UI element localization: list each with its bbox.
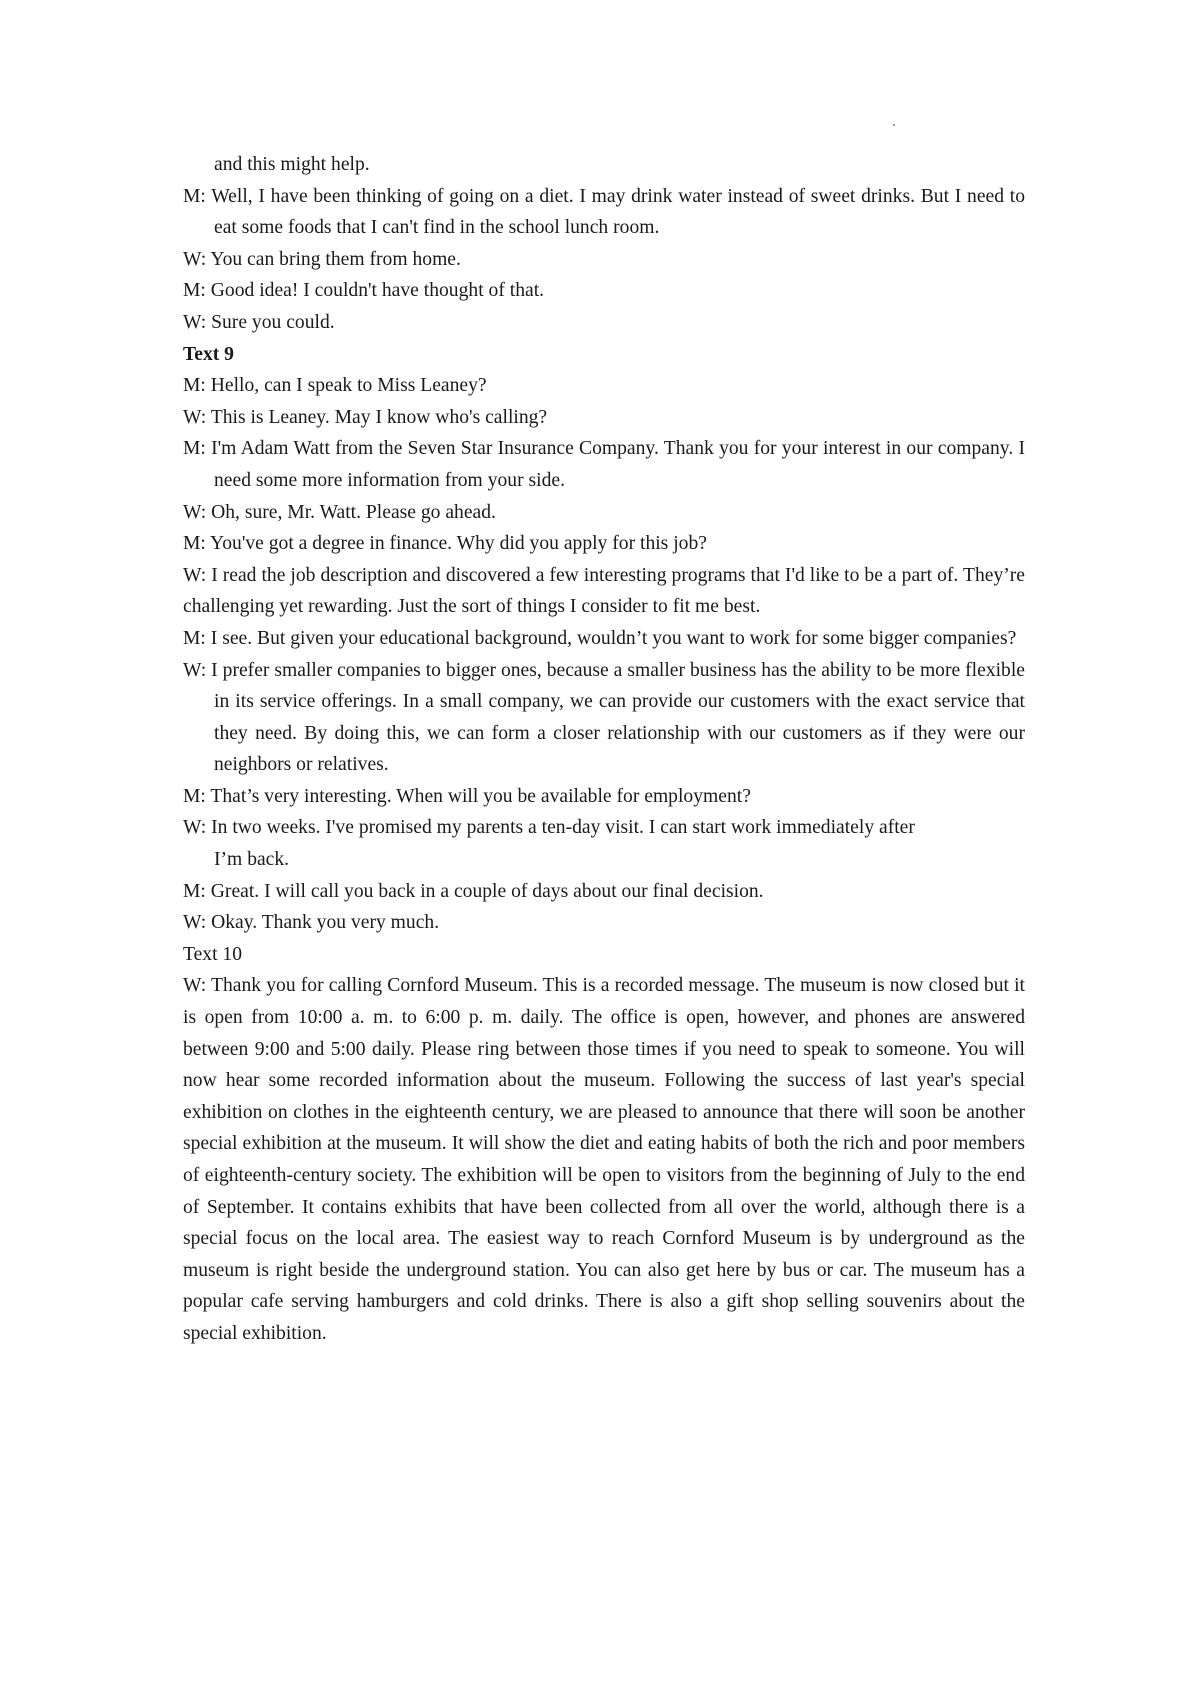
dialogue-line: W: Oh, sure, Mr. Watt. Please go ahead. — [183, 501, 496, 523]
dialogue-line: M: Well, I have been thinking of going on a diet. I may drink water instead of sweet drinks. But I need to eat some foods that I can't find in the school lunch room. — [183, 185, 1025, 239]
dialogue-continuation: and this might help. — [214, 154, 370, 175]
dialogue-line: W: I read the job description and discovered a few interesting programs that I'd like to be a part of. They’re challenging yet rewarding. Just the sort of things I consider to fit me best. — [183, 564, 1025, 618]
dialogue-line: M: That’s very interesting. When will you be available for employment? — [183, 785, 751, 807]
transcript-body — [183, 149, 1025, 1350]
dialogue-line: M: I see. But given your educational background, wouldn’t you want to work for some bigger companies? — [183, 627, 1017, 649]
section-heading-text-9: Text 9 — [183, 343, 234, 365]
dialogue-line: W: Okay. Thank you very much. — [183, 912, 440, 934]
section-heading-text-10: Text 10 — [183, 943, 243, 965]
dialogue-line: W: Sure you could. — [183, 311, 335, 333]
dialogue-line: W: I prefer smaller companies to bigger ones, because a smaller business has the ability to be more flexible in its service offerings. In a small company, we can provide our customers with the exact service that they need. By doing this, we can form a closer relationship with our customers as if they were our neighbors or relatives. — [183, 659, 1025, 776]
dialogue-line: M: You've got a degree in finance. Why did you apply for this job? — [183, 533, 707, 555]
dialogue-line: M: I'm Adam Watt from the Seven Star Insurance Company. Thank you for your interest in our company. I need some more information from your side. — [183, 438, 1025, 491]
dialogue-continuation: I’m back. — [214, 849, 290, 871]
monologue-paragraph: W: Thank you for calling Cornford Museum. This is a recorded message. The museum is now closed but it is open from 10:00 a. m. to 6:00 p. m. daily. The office is open, however, and phones are answered between 9:00 and 5:00 daily. Please ring between those times if you need to speak to someone. You will now hear some recorded information about the museum. Following the success of last year's special exhibition on clothes in the eighteenth century, we are pleased to announce that there will soon be another special exhibition at the museum. It will show the diet and eating habits of both the rich and poor members of eighteenth-century society. The exhibition will be open to visitors from the beginning of July to the end of September. It contains exhibits that have been collected from all over the world, although there is a special focus on the local area. The easiest way to reach Cornford Museum is by underground as the museum is right beside the underground station. You can also get here by bus or car. The museum has a popular cafe serving hamburgers and cold drinks. There is also a gift shop selling souvenirs about the special exhibition. — [183, 975, 1025, 1344]
dialogue-line: W: This is Leaney. May I know who's calling? — [183, 406, 548, 428]
dialogue-line: M: Good idea! I couldn't have thought of that. — [183, 280, 545, 302]
dialogue-line: W: In two weeks. I've promised my parents a ten-day visit. I can start work immediately after — [183, 817, 915, 839]
dialogue-line: M: Hello, can I speak to Miss Leaney? — [183, 375, 487, 397]
dialogue-line: M: Great. I will call you back in a couple of days about our final decision. — [183, 880, 764, 902]
scan-mark — [893, 124, 895, 126]
dialogue-line: W: You can bring them from home. — [183, 248, 461, 270]
